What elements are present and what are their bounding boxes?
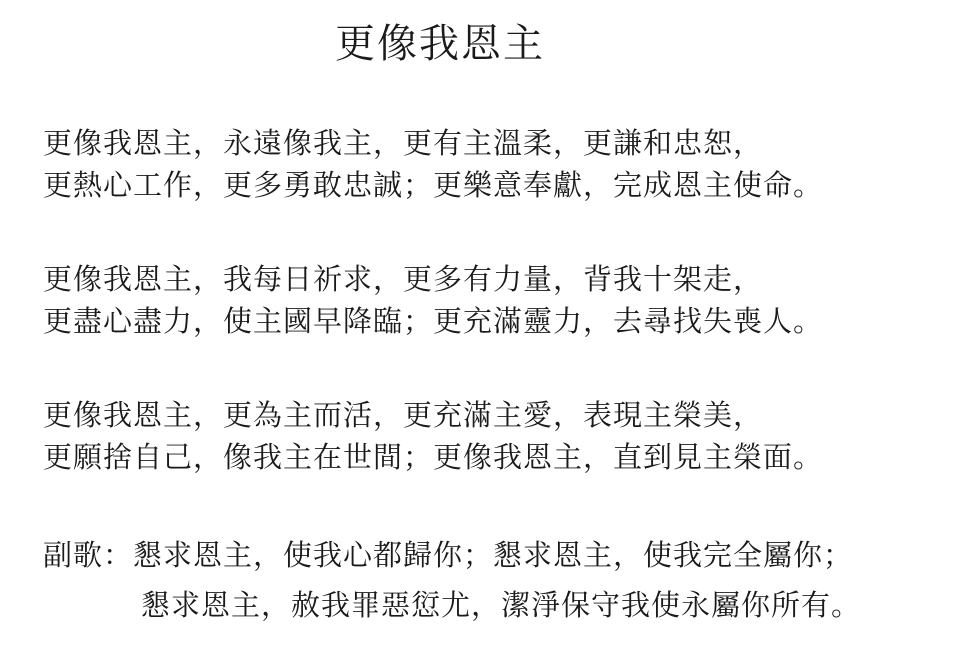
verse-3 <box>43 394 943 478</box>
verse-line: 更盡心盡力，使主國早降臨；更充滿靈力，去尋找失喪人。 <box>43 304 824 338</box>
verse-line: 更願捨自己，像我主在世間；更像我恩主，直到見主榮面。 <box>43 440 824 474</box>
chorus-line: 懇求恩主，赦我罪惡愆尤，潔淨保守我使永屬你所有。 <box>141 588 862 622</box>
verse-1 <box>43 122 943 206</box>
chorus-label: 副歌： <box>43 538 134 572</box>
verse-line: 更像我恩主，更為主而活，更充滿主愛，表現主榮美， <box>43 398 764 432</box>
verse-line: 更像我恩主，永遠像我主，更有主溫柔，更謙和忠恕， <box>43 126 764 160</box>
verse-line: 更熱心工作，更多勇敢忠誠；更樂意奉獻，完成恩主使命。 <box>43 168 824 202</box>
hymn-title: 更像我恩主 <box>335 21 545 67</box>
chorus-text: 懇求恩主，使我心都歸你；懇求恩主，使我完全屬你； <box>133 538 854 572</box>
verse-line: 更像我恩主，我每日祈求，更多有力量，背我十架走， <box>43 262 764 296</box>
chorus-line <box>43 530 943 580</box>
verse-2 <box>43 258 943 342</box>
chorus <box>43 530 943 630</box>
hymn-body <box>43 122 943 630</box>
